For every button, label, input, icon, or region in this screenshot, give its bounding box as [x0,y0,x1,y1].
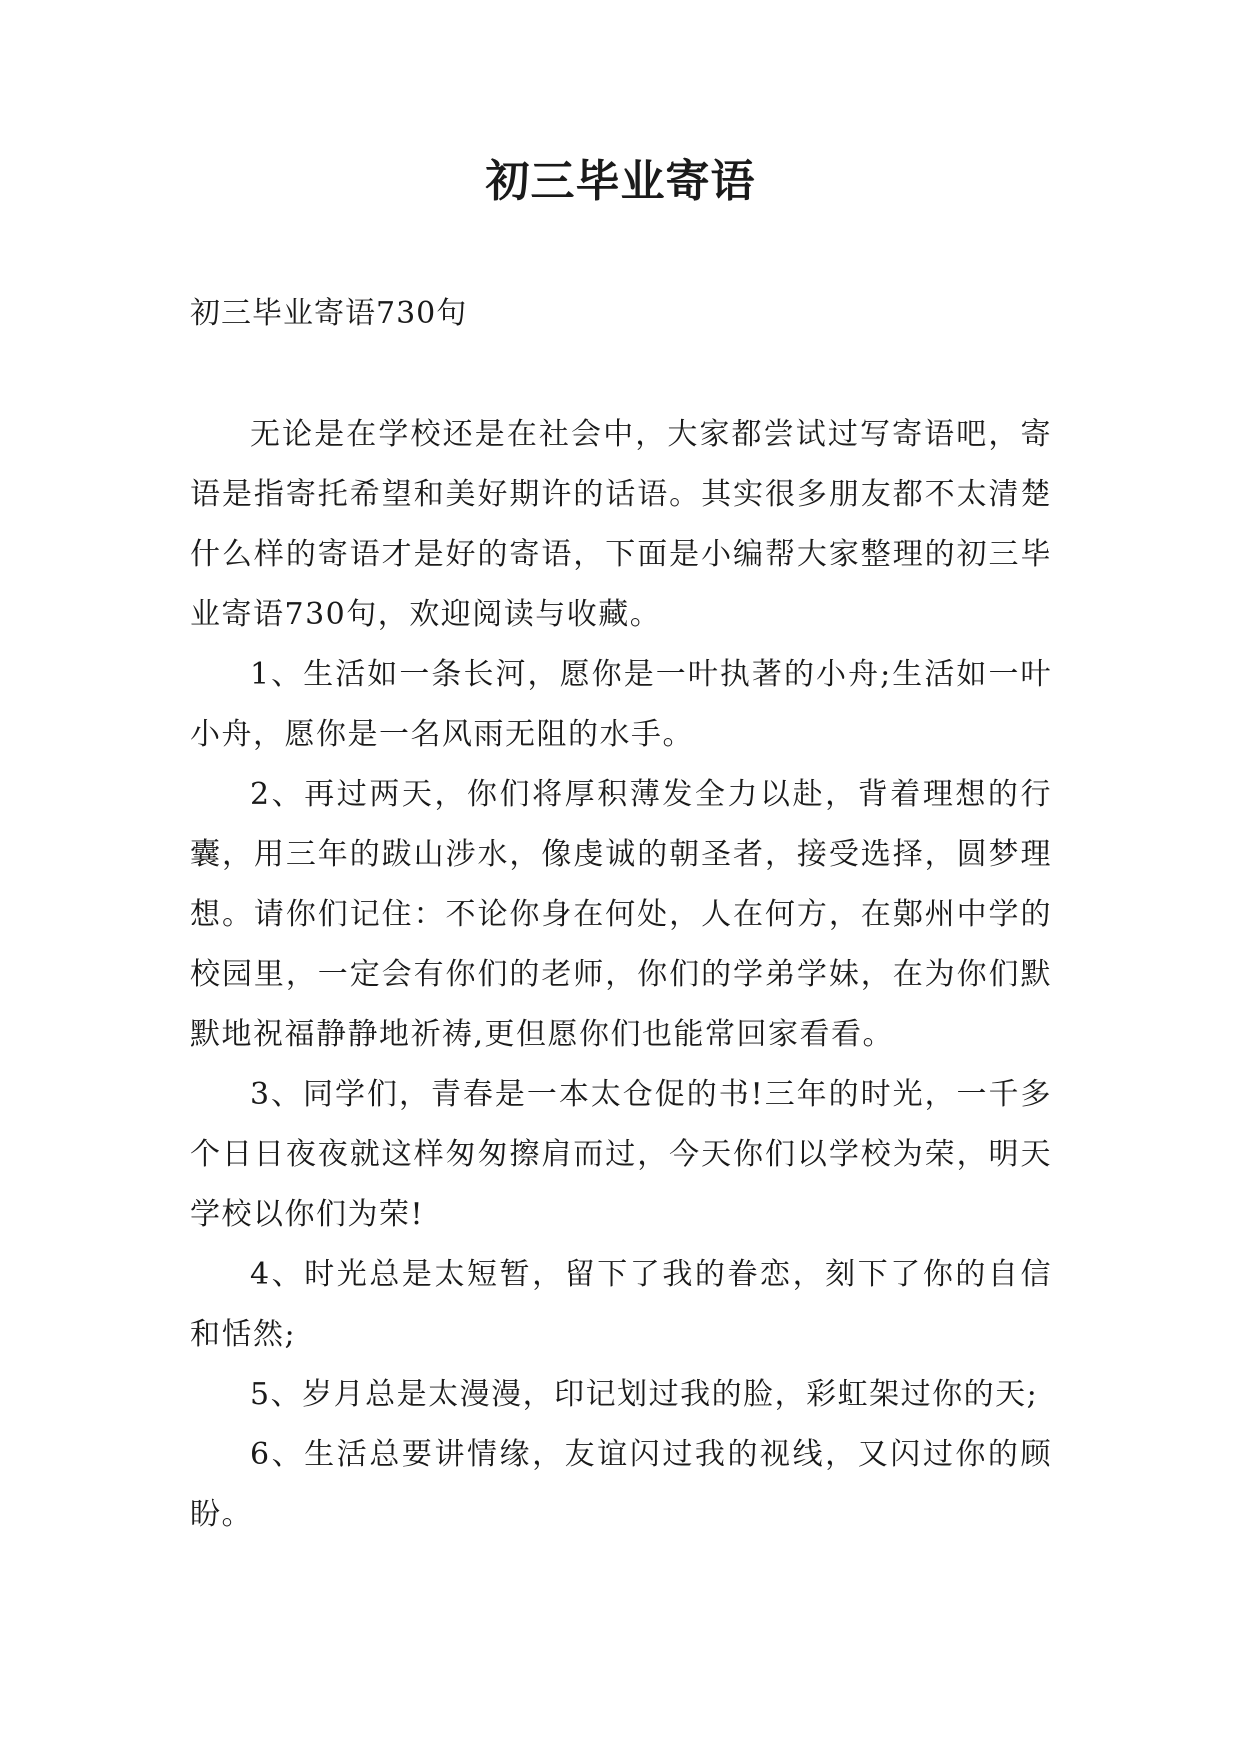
paragraph-item-2: 2、再过两天，你们将厚积薄发全力以赴，背着理想的行囊，用三年的跋山涉水，像虔诚的朝圣者，接受选择，圆梦理想。请你们记住：不论你身在何处，人在何方，在鄚州中学的校园里，一定会有你们的老师，你们的学弟学妹，在为你们默默地祝福静静地祈祷,更但愿你们也能常回家看看。 [190,777,1052,1052]
paragraph-item-5: 5、岁月总是太漫漫，印记划过我的脸，彩虹架过你的天; [250,1377,1039,1412]
paragraph-item-6: 6、生活总要讲情缘，友谊闪过我的视线，又闪过你的顾盼。 [190,1437,1052,1532]
paragraph-item-3: 3、同学们，青春是一本太仓促的书!三年的时光，一千多个日日夜夜就这样匆匆擦肩而过，今天你们以学校为荣，明天学校以你们为荣! [190,1077,1052,1232]
document-body [190,405,1052,1545]
paragraph-item-4: 4、时光总是太短暂，留下了我的眷恋，刻下了你的自信和恬然; [190,1257,1052,1352]
page-title: 初三毕业寄语 [485,156,756,207]
document-subtitle: 初三毕业寄语730句 [190,296,468,331]
paragraph-item-1: 1、生活如一条长河，愿你是一叶执著的小舟;生活如一叶小舟，愿你是一名风雨无阻的水手。 [190,657,1052,752]
paragraph-intro: 无论是在学校还是在社会中，大家都尝试过写寄语吧，寄语是指寄托希望和美好期许的话语。其实很多朋友都不太清楚什么样的寄语才是好的寄语，下面是小编帮大家整理的初三毕业寄语730句，欢迎阅读与收藏。 [190,417,1052,632]
